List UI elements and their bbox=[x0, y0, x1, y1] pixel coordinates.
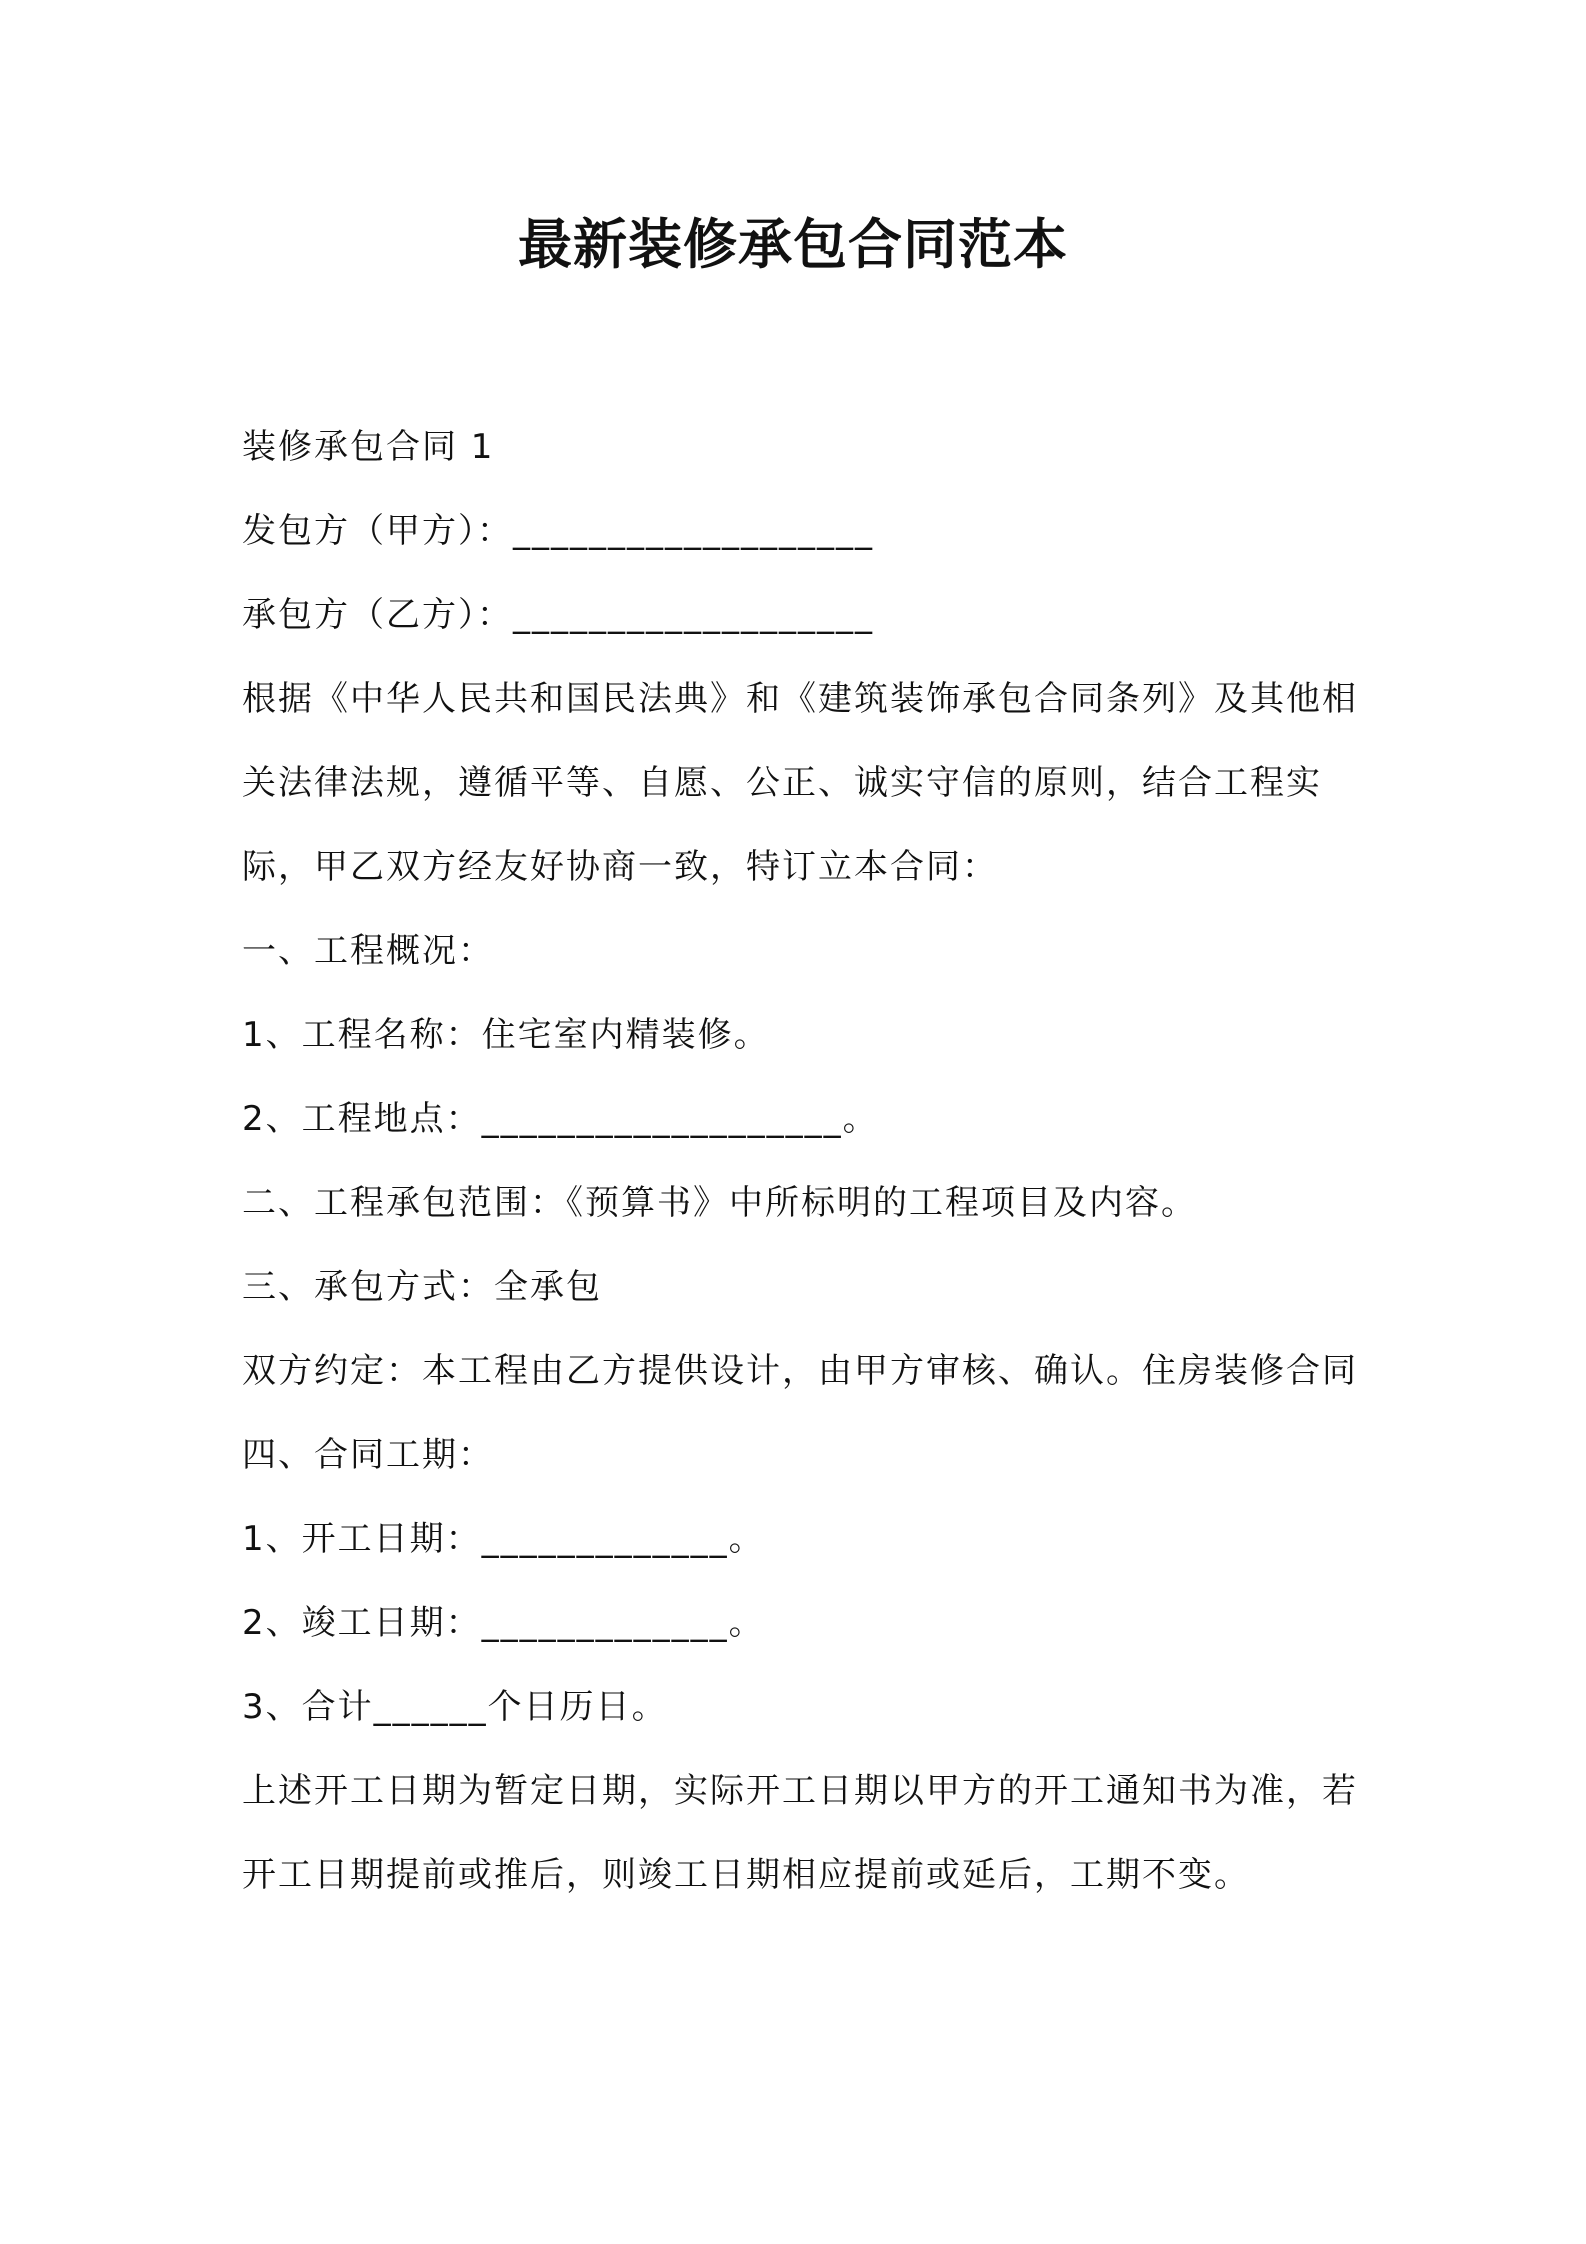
agreement-paragraph: 双方约定：本工程由乙方提供设计，由甲方审核、确认。住房装修合同 bbox=[242, 1351, 1358, 1391]
party-a-line: 发包方（甲方）：___________________ bbox=[242, 511, 874, 551]
schedule-note-paragraph: 上述开工日期为暂定日期，实际开工日期以甲方的开工通知书为准，若开工日期提前或推后，则竣工日期相应提前或延后，工期不变。 bbox=[242, 1771, 1358, 1895]
preamble-paragraph: 根据《中华人民共和国民法典》和《建筑装饰承包合同条列》及其他相关法律法规，遵循平等、自愿、公正、诚实守信的原则，结合工程实际，甲乙双方经友好协商一致，特订立本合同： bbox=[242, 679, 1358, 887]
document-title: 最新装修承包合同范本 bbox=[518, 213, 1068, 276]
party-b-line: 承包方（乙方）：___________________ bbox=[242, 595, 874, 635]
project-location-line: 2、工程地点：___________________。 bbox=[242, 1099, 879, 1139]
section-3-line: 三、承包方式：全承包 bbox=[242, 1267, 602, 1307]
section-1-heading: 一、工程概况： bbox=[242, 931, 494, 971]
section-2-line: 二、工程承包范围：《预算书》中所标明的工程项目及内容。 bbox=[242, 1183, 1197, 1223]
total-days-line: 3、合计______个日历日。 bbox=[242, 1687, 668, 1727]
document-body bbox=[242, 405, 1362, 1917]
project-name-line: 1、工程名称：住宅室内精装修。 bbox=[242, 1015, 770, 1055]
section-4-heading: 四、合同工期： bbox=[242, 1435, 494, 1475]
start-date-line: 1、开工日期：_____________。 bbox=[242, 1519, 765, 1559]
completion-date-line: 2、竣工日期：_____________。 bbox=[242, 1603, 765, 1643]
contract-heading: 装修承包合同 1 bbox=[242, 427, 495, 467]
